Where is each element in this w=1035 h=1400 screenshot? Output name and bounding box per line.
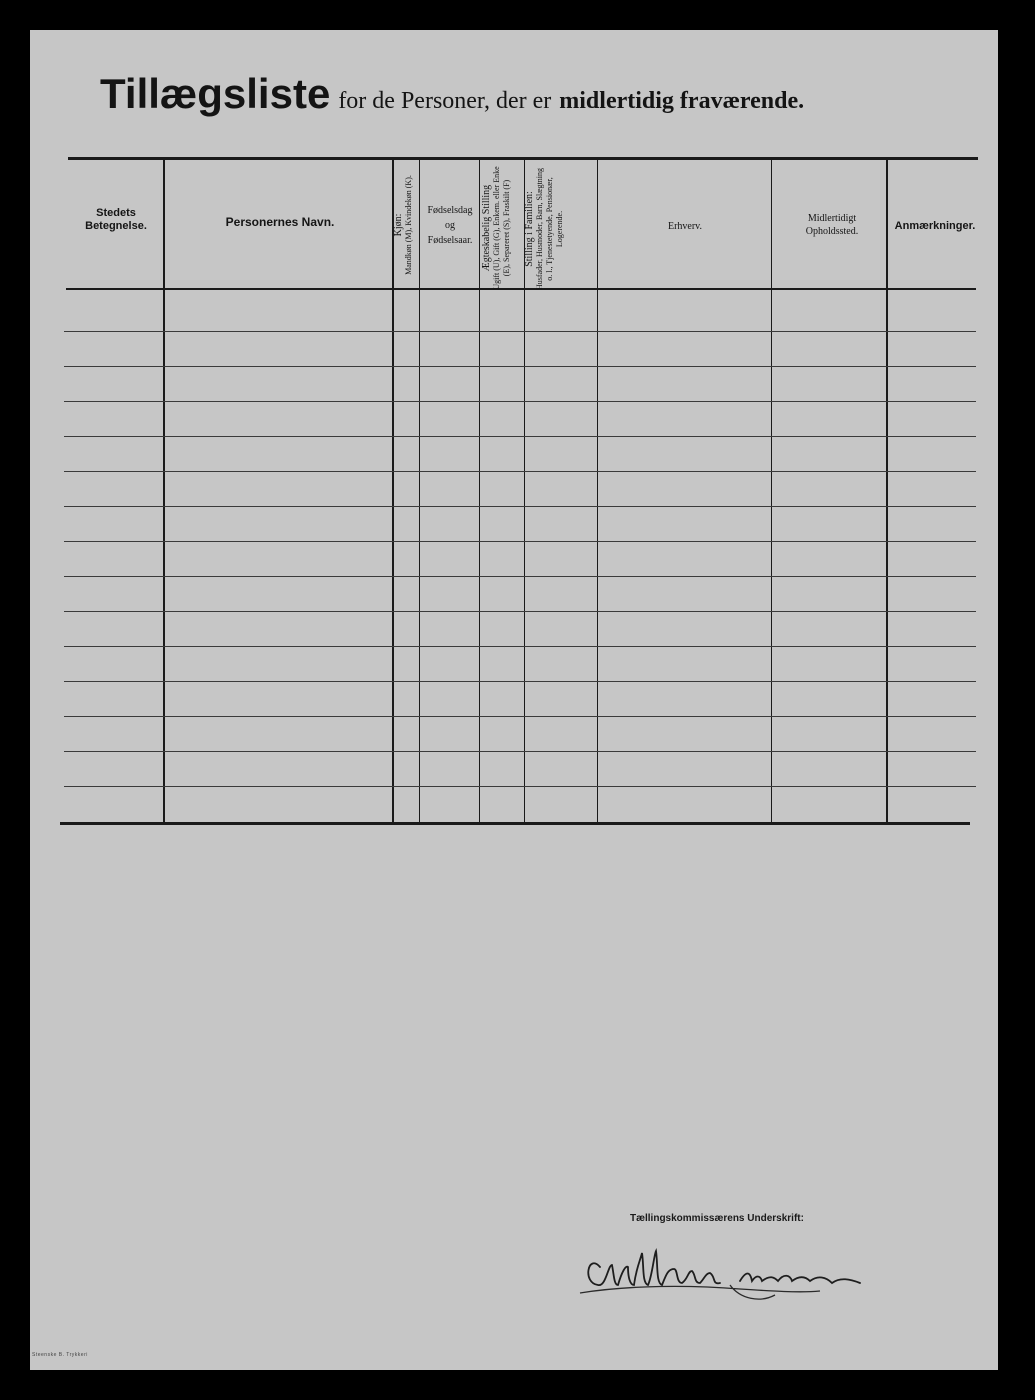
table-row-rule	[64, 331, 976, 332]
table-top-rule	[68, 157, 978, 160]
col-divider-3	[419, 160, 420, 822]
header-aegt: Ægteskabelig Stilling Ugift (U), Gift (G), Enkem. eller Enke (E), Separeret (S), Fraskilt (F)	[481, 166, 511, 290]
title-bold: midlertidig fraværende.	[559, 88, 805, 114]
table-bottom-rule	[60, 822, 970, 825]
table-row-rule	[64, 786, 976, 787]
col-divider-1	[163, 160, 165, 822]
title-mid: for de Personer, der er	[338, 88, 552, 114]
table-row-rule	[64, 716, 976, 717]
table-row-rule	[64, 471, 976, 472]
table-row-rule	[64, 681, 976, 682]
col-divider-8	[886, 160, 888, 822]
title-main: Tillægsliste	[100, 70, 331, 117]
table-row-rule	[64, 611, 976, 612]
header-navn: Personernes Navn.	[225, 215, 335, 229]
header-ophold: Midlertidigt Opholdssted.	[805, 213, 859, 237]
table-row-rule	[64, 646, 976, 647]
col-divider-4	[479, 160, 480, 822]
header-familie: Stilling i Familien: Husfader, Husmoder, Barn, Slægtning o. l., Tjenestetyende, Pensionær, Logerende.	[524, 168, 564, 291]
table-row-rule	[64, 401, 976, 402]
header-stedets: Stedets Betegnelse.	[85, 207, 147, 232]
table-row-rule	[64, 436, 976, 437]
table-row-rule	[64, 751, 976, 752]
table-row-rule	[64, 506, 976, 507]
col-divider-7	[771, 160, 772, 822]
header-anm: Anmærkninger.	[894, 220, 976, 232]
form-title	[100, 70, 804, 118]
table-row-rule	[64, 366, 976, 367]
signature-scrawl	[570, 1225, 880, 1305]
table-row-rule	[64, 576, 976, 577]
printer-imprint: Steenske B. Trykkeri	[32, 1352, 88, 1358]
header-kjon: Kjøn: Mandkøn (M), Kvindekøn (K).	[393, 175, 413, 275]
header-erhverv: Erhverv.	[667, 221, 703, 232]
header-fodsel: Fødselsdag og Fødselsaar.	[427, 205, 473, 246]
signature-label: Tællingskommissærens Underskrift:	[630, 1213, 804, 1224]
table-row-rule	[64, 541, 976, 542]
col-divider-6	[597, 160, 598, 822]
